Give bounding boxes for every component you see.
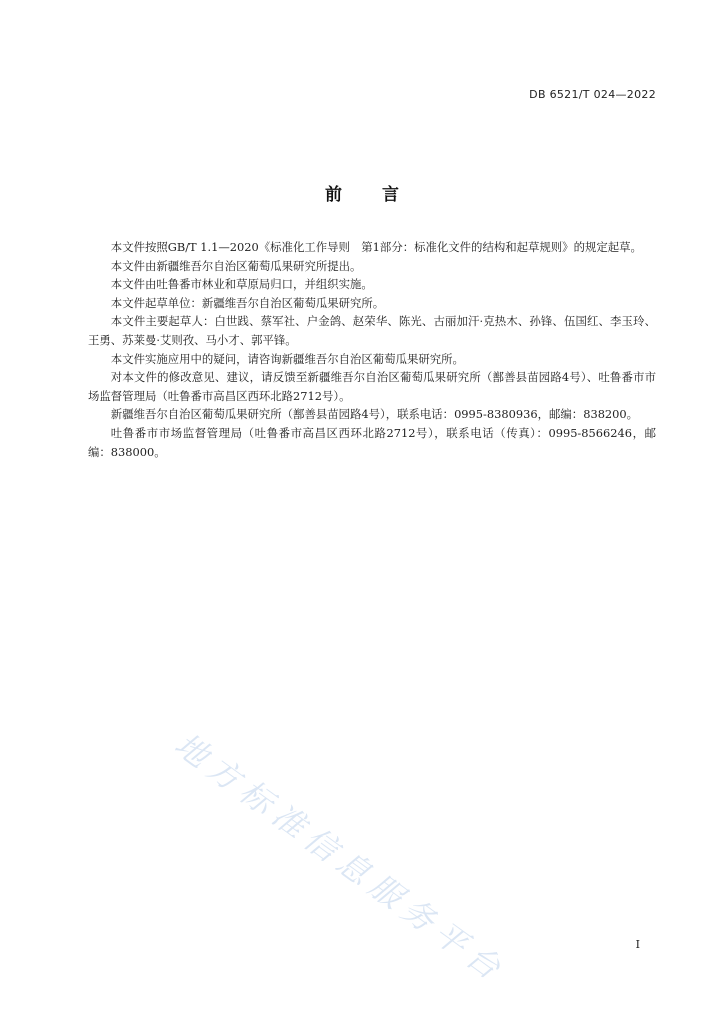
watermark: 地方标准信息服务平台 — [167, 725, 514, 992]
paragraph-feedback: 对本文件的修改意见、建议，请反馈至新疆维吾尔自治区葡萄瓜果研究所（鄯善县苗园路4号）、吐鲁番市市场监督管理局（吐鲁番市高昌区西环北路2712号）。 — [88, 370, 656, 403]
paragraph-proposer: 本文件由新疆维吾尔自治区葡萄瓜果研究所提出。 — [110, 258, 362, 273]
paragraph-contact-institute: 新疆维吾尔自治区葡萄瓜果研究所（鄯善县苗园路4号），联系电话：0995-8380936，邮编：838200。 — [110, 407, 639, 422]
foreword-body — [88, 238, 656, 461]
page-number: I — [635, 938, 640, 951]
paragraph-inquiry: 本文件实施应用中的疑问，请咨询新疆维吾尔自治区葡萄瓜果研究所。 — [110, 351, 464, 366]
paragraph-contact-bureau: 吐鲁番市市场监督管理局（吐鲁番市高昌区西环北路2712号），联系电话（传真）：0995-8566246，邮编：838000。 — [88, 425, 656, 459]
paragraph-drafting-rule: 本文件按照GB/T 1.1—2020《标准化工作导则 第1部分：标准化文件的结构和起草规则》的规定起草。 — [110, 240, 642, 254]
document-code: DB 6521/T 024—2022 — [529, 88, 656, 101]
paragraph-administrator: 本文件由吐鲁番市林业和草原局归口，并组织实施。 — [110, 277, 373, 292]
paragraph-drafting-unit: 本文件起草单位：新疆维吾尔自治区葡萄瓜果研究所。 — [110, 295, 385, 310]
page-title: 前言 — [325, 185, 439, 205]
paragraph-drafters: 本文件主要起草人：白世践、蔡军社、户金鸽、赵荣华、陈光、古丽加汗·克热木、孙锋、伍国红、李玉玲、王勇、苏莱曼·艾则孜、马小才、郭平锋。 — [88, 314, 656, 347]
